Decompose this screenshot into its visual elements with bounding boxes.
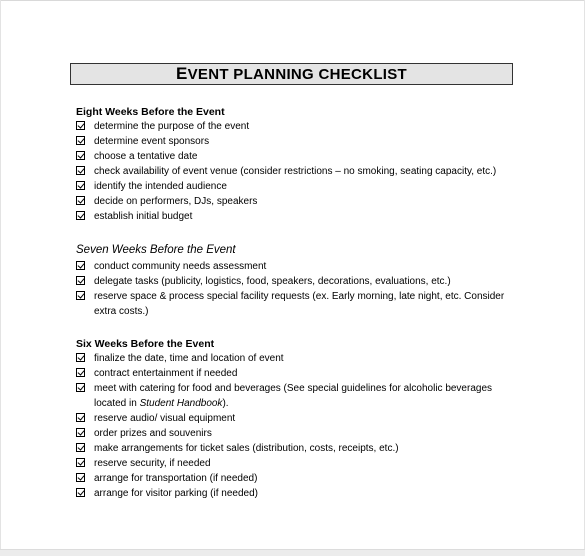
checked-box-icon: [76, 291, 85, 300]
checked-box-icon: [76, 196, 85, 205]
list-item: [76, 471, 516, 486]
list-item: [76, 441, 516, 456]
checked-box-icon: [76, 413, 85, 422]
item-text: delegate tasks (publicity, logistics, food, speakers, decorations, evaluations, etc.): [94, 276, 451, 287]
list-item: [76, 149, 516, 164]
item-text: choose a tentative date: [94, 151, 198, 162]
checked-box-icon: [76, 473, 85, 482]
title-box: [70, 63, 513, 85]
item-text: identify the intended audience: [94, 181, 227, 192]
item-text: make arrangements for ticket sales (distribution, costs, receipts, etc.): [94, 443, 399, 454]
page-title: [176, 64, 407, 84]
checked-box-icon: [76, 136, 85, 145]
item-text: reserve audio/ visual equipment: [94, 413, 236, 424]
item-text: conduct community needs assessment: [94, 261, 267, 272]
item-text: order prizes and souvenirs: [94, 428, 212, 439]
checked-box-icon: [76, 383, 85, 392]
item-text: determine the purpose of the event: [94, 121, 250, 132]
title-rest: VENT PLANNING CHECKLIST: [187, 66, 408, 83]
item-text: determine event sponsors: [94, 136, 210, 147]
item-text: decide on performers, DJs, speakers: [94, 196, 258, 207]
list-item: [76, 209, 516, 224]
list-item: [76, 259, 516, 274]
checked-box-icon: [76, 368, 85, 377]
section-heading: Eight Weeks Before the Event: [76, 106, 225, 118]
section-seven-weeks: [76, 241, 516, 319]
checklist: [76, 259, 516, 319]
item-text: establish initial budget: [94, 211, 193, 222]
list-item: [76, 164, 516, 179]
section-spacer: [76, 224, 516, 241]
checklist-content: [76, 105, 516, 501]
checked-box-icon: [76, 166, 85, 175]
checked-box-icon: [76, 353, 85, 362]
checked-box-icon: [76, 443, 85, 452]
list-item: [76, 134, 516, 149]
item-text: meet with catering for food and beverages (See special guidelines for alcoholic beverages located in: [94, 383, 493, 409]
list-item: [76, 119, 516, 134]
section-six-weeks: [76, 337, 516, 501]
list-item: [76, 274, 516, 289]
checked-box-icon: [76, 211, 85, 220]
list-item: [76, 351, 516, 366]
checked-box-icon: [76, 121, 85, 130]
item-text: arrange for visitor parking (if needed): [94, 488, 258, 499]
list-item: [76, 194, 516, 209]
list-item: [76, 179, 516, 194]
handbook-title: Student Handbook: [139, 398, 223, 409]
checked-box-icon: [76, 151, 85, 160]
section-eight-weeks: [76, 105, 516, 224]
section-heading: Six Weeks Before the Event: [76, 338, 215, 350]
checked-box-icon: [76, 181, 85, 190]
title-initial: E: [175, 64, 188, 83]
page-border-left: [0, 0, 1, 555]
checked-box-icon: [76, 458, 85, 467]
section-spacer: [76, 319, 516, 337]
item-text-suffix: ).: [222, 398, 229, 409]
list-item: [76, 366, 516, 381]
checked-box-icon: [76, 428, 85, 437]
list-item: [76, 381, 516, 411]
checked-box-icon: [76, 261, 85, 270]
list-item: [76, 289, 516, 319]
list-item: [76, 486, 516, 501]
list-item: [76, 411, 516, 426]
item-text: check availability of event venue (consider restrictions – no smoking, seating capacity, etc.): [94, 166, 497, 177]
item-text: arrange for transportation (if needed): [94, 473, 258, 484]
item-text: reserve space & process special facility requests (ex. Early morning, late night, etc. Consider extra costs.): [94, 291, 505, 317]
item-text: contract entertainment if needed: [94, 368, 238, 379]
checklist: [76, 119, 516, 224]
list-item: [76, 456, 516, 471]
checked-box-icon: [76, 276, 85, 285]
checked-box-icon: [76, 488, 85, 497]
section-heading: Seven Weeks Before the Event: [76, 244, 236, 256]
checklist: [76, 351, 516, 501]
page-border-top: [0, 0, 585, 1]
item-text: finalize the date, time and location of event: [94, 353, 284, 364]
item-text: reserve security, if needed: [94, 458, 211, 469]
list-item: [76, 426, 516, 441]
